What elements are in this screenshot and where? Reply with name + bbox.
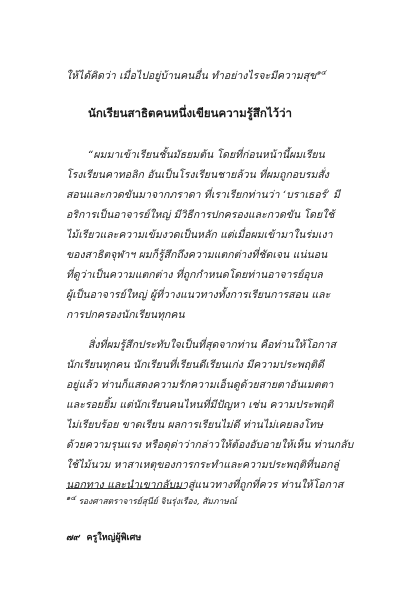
paragraph-line: สิ่งที่ผมรู้สึกประทับใจเป็นที่สุดจากท่าน คือท่านให้โอกาส [88,339,337,351]
page-number: ๗๙ [66,533,80,543]
paragraph-line: ไม้เรียวและความเข้มงวดเป็นหลัก แต่เมื่อผมเข้ามาในร่มเงา [66,229,333,241]
page-footer [66,530,141,544]
paragraph-line: การปกครองนักเรียนทุกคน [66,309,185,321]
footnote-divider [66,488,186,489]
paragraph-line: “ผมมาเข้าเรียนชั้นมัธยมต้น โดยที่ก่อนหน้านี้ผมเรียน [88,149,325,161]
paragraph-line: ของสาธิตจุฬาฯ ผมก็รู้สึกถึงความแตกต่างที่ชัดเจน แน่นอน [66,249,328,261]
paragraph-line: นักเรียนทุกคน นักเรียนที่เรียนดีเรียนเก่ง มีความประพฤติดี [66,359,324,371]
intro-line [66,69,326,83]
paragraph-line: อริการเป็นอาจารย์ใหญ่ มีวิธีการปกครองและกวดขัน โดยใช้ [66,209,335,221]
paragraph-line: ด้วยความรุนแรง หรือดุด่าว่ากล่าวให้ต้องอับอายให้เห็น ท่านกลับ [66,439,354,451]
paragraph-line: และรอยยิ้ม แต่นักเรียนคนไหนที่มีปัญหา เช่น ความประพฤติ [66,399,334,411]
footnote-reference: ๑๔ [316,68,327,77]
footnote-text: รองศาสตราจารย์สุนีย์ จินรุ่งเรือง, สัมภาษณ์ [78,497,237,507]
paragraph-line: โรงเรียนคาทอลิก อันเป็นโรงเรียนชายล้วน ที่ผมถูกอบรมสั่ง [66,169,329,181]
footnote-mark: ๑๔ [66,494,76,503]
paragraph-line: สอนและกวดขันมาจากภราดา ที่เราเรียกท่านว่า ‘บราเธอร์’ มี [66,189,340,201]
footnote [66,494,237,508]
paragraph-line: อยู่แล้ว ท่านก็แสดงความรักความเอ็นดูด้วยสายตาอันเมตตา [66,379,334,391]
paragraph-line: ไม่เรียบร้อย ขาดเรียน ผลการเรียนไม่ดี ท่านไม่เคยลงโทษ [66,419,323,431]
paragraph-line: ผู้เป็นอาจารย์ใหญ่ ผู้ที่วางแนวทางทั้งการเรียนการสอน และ [66,289,331,301]
paragraph-line: นอกทาง และนำเขากลับมาสู่แนวทางที่ถูกที่ควร ท่านให้โอกาส [66,479,344,491]
section-heading: นักเรียนสาธิตคนหนึ่งเขียนความรู้สึกไว้ว่า [88,106,293,120]
paragraph-line: ที่ดูว่าเป็นความแตกต่าง ที่ถูกกำหนดโดยท่านอาจารย์อุบล [66,269,323,281]
paragraph-line: ใช้ไม้นวม หาสาเหตุของการกระทำและความประพฤติที่นอกลู่ [66,459,340,471]
running-title: ครูใหญ่ผู้พิเศษ [86,533,142,543]
intro-text: ให้ได้คิดว่า เมื่อไปอยู่บ้านคนอื่น ทำอย่างไรจะมีความสุข [66,70,317,82]
